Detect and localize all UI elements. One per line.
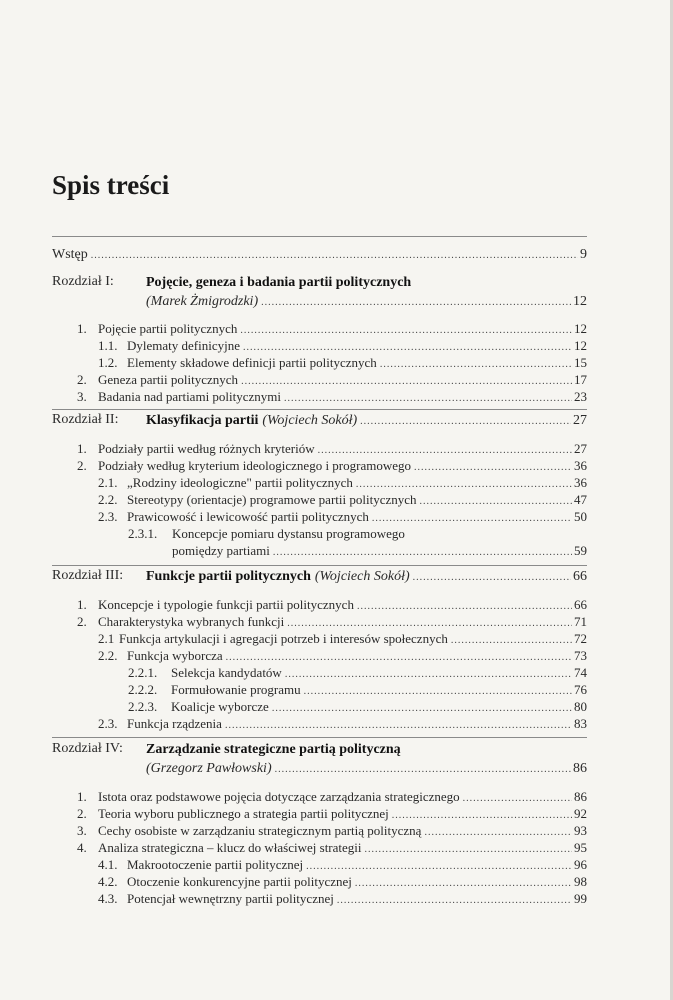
entry-text: Analiza strategiczna – klucz do właściwej strategii <box>98 840 362 855</box>
entry-page: 80 <box>574 699 587 714</box>
toc-entry <box>98 715 587 734</box>
chapter-1-label: Rozdział I: <box>52 274 114 289</box>
entry-text: pomiędzy partiami <box>172 543 270 558</box>
title-rule <box>52 236 587 237</box>
entry-number: 1. <box>77 441 87 456</box>
chapter-4-author-row <box>146 760 587 778</box>
chapter-4-label: Rozdział IV: <box>52 741 123 756</box>
entry-page: 12 <box>574 321 587 336</box>
entry-number: 2. <box>77 806 87 821</box>
entry-text: Funkcja rządzenia <box>127 716 222 731</box>
chapter-2-label: Rozdział II: <box>52 412 119 427</box>
chapter-3-page: 66 <box>573 569 587 584</box>
toc-entry <box>172 542 587 561</box>
toc-entry <box>77 388 587 407</box>
entry-text: Koncepcje i typologie funkcji partii politycznych <box>98 597 354 612</box>
entry-number: 1.2. <box>98 355 118 370</box>
entry-number: 1.1. <box>98 338 118 353</box>
entry-page: 23 <box>574 389 587 404</box>
chapter-2-title: Klasyfikacja partii <box>146 413 259 428</box>
entry-text: Funkcja wyborcza <box>127 648 223 663</box>
entry-text: Potencjał wewnętrzny partii politycznej <box>127 891 334 906</box>
entry-page: 98 <box>574 874 587 889</box>
entry-page: 17 <box>574 372 587 387</box>
entry-page: 93 <box>574 823 587 838</box>
chapter-4-title: Zarządzanie strategiczne partią polityczną <box>146 742 401 757</box>
entry-text: Podziały według kryterium ideologicznego i programowego <box>98 458 412 473</box>
toc-entry <box>98 890 587 909</box>
chapter-3-author: (Wojciech Sokół) <box>314 569 410 584</box>
entry-text: Otoczenie konkurencyjne partii politycznej <box>127 874 352 889</box>
entry-text: Koalicje wyborcze <box>171 699 269 714</box>
entry-number: 2.2.2. <box>128 682 158 697</box>
entry-text: Geneza partii politycznych <box>98 372 239 387</box>
leader-dots <box>91 247 578 264</box>
entry-number: 2.1 <box>98 631 115 646</box>
entry-page: 86 <box>574 789 587 804</box>
entry-page: 59 <box>574 543 587 558</box>
entry-page: 92 <box>574 806 587 821</box>
leader-dots <box>413 569 571 586</box>
chapter-rule <box>52 409 587 410</box>
entry-number: 2.2. <box>98 648 118 663</box>
entry-text: Stereotypy (orientacje) programowe partii politycznych <box>127 492 417 507</box>
entry-number: 2. <box>77 372 87 387</box>
entry-number: 4.1. <box>98 857 118 872</box>
entry-page: 76 <box>574 682 587 697</box>
entry-text: Podziały partii według różnych kryteriów <box>98 441 315 456</box>
leader-dots <box>337 892 572 909</box>
page-title: Spis treści <box>52 170 170 200</box>
entry-page: 72 <box>574 631 587 646</box>
chapter-3-label: Rozdział III: <box>52 568 124 583</box>
entry-text: Charakterystyka wybranych funkcji <box>98 614 285 629</box>
entry-number: 2.3.1. <box>128 526 158 541</box>
entry-text: Teoria wyboru publicznego a strategia partii politycznej <box>98 806 389 821</box>
entry-number: 2. <box>77 458 87 473</box>
entry-number: 2.1. <box>98 475 118 490</box>
chapter-1-author: (Marek Żmigrodzki) <box>146 294 259 309</box>
entry-page: 71 <box>574 614 587 629</box>
intro-page: 9 <box>580 247 587 262</box>
entry-page: 74 <box>574 665 587 680</box>
entry-text: Dylematy definicyjne <box>127 338 240 353</box>
entry-number: 2.3. <box>98 509 118 524</box>
entry-text: Badania nad partiami politycznymi <box>98 389 282 404</box>
entry-page: 66 <box>574 597 587 612</box>
entry-page: 50 <box>574 509 587 524</box>
chapter-1-title: Pojęcie, geneza i badania partii politycznych <box>146 275 412 290</box>
entry-page: 83 <box>574 716 587 731</box>
entry-number: 4. <box>77 840 87 855</box>
entry-page: 95 <box>574 840 587 855</box>
entry-text: Formułowanie programu <box>171 682 301 697</box>
entry-number: 2.2.1. <box>128 665 158 680</box>
entry-page: 99 <box>574 891 587 906</box>
entry-page: 36 <box>574 475 587 490</box>
entry-text: Makrootoczenie partii politycznej <box>127 857 304 872</box>
chapter-1-page: 12 <box>573 294 587 309</box>
entry-number: 2.2. <box>98 492 118 507</box>
entry-text: Istota oraz podstawowe pojęcia dotyczące zarządzania strategicznego <box>98 789 460 804</box>
entry-page: 96 <box>574 857 587 872</box>
leader-dots <box>275 761 571 778</box>
entry-number: 1. <box>77 597 87 612</box>
entry-page: 73 <box>574 648 587 663</box>
entry-text: Selekcja kandydatów <box>171 665 282 680</box>
chapter-4-author: (Grzegorz Pawłowski) <box>146 761 272 776</box>
chapter-4-page: 86 <box>573 761 587 776</box>
entry-page: 36 <box>574 458 587 473</box>
entry-page: 15 <box>574 355 587 370</box>
chapter-2-page: 27 <box>573 413 587 428</box>
chapter-3-title-row <box>146 568 587 586</box>
entry-text: Koncepcje pomiaru dystansu programowego <box>172 526 405 541</box>
leader-dots <box>261 294 571 311</box>
leader-dots <box>225 717 572 734</box>
leader-dots <box>284 390 572 407</box>
chapter-rule <box>52 737 587 738</box>
leader-dots <box>360 413 571 430</box>
chapter-1-author-row <box>146 293 587 311</box>
chapter-rule <box>52 565 587 566</box>
entry-number: 2.3. <box>98 716 118 731</box>
toc-entry <box>128 525 587 542</box>
entry-number: 1. <box>77 789 87 804</box>
entry-page: 12 <box>574 338 587 353</box>
leader-dots <box>273 544 572 561</box>
toc-intro <box>52 246 587 264</box>
intro-label: Wstęp <box>52 247 88 262</box>
entry-number: 2. <box>77 614 87 629</box>
entry-page: 27 <box>574 441 587 456</box>
entry-number: 4.3. <box>98 891 118 906</box>
entry-text: Prawicowość i lewicowość partii politycznych <box>127 509 369 524</box>
entry-number: 2.2.3. <box>128 699 158 714</box>
entry-number: 1. <box>77 321 87 336</box>
entry-text: „Rodziny ideologiczne" partii politycznych <box>127 475 353 490</box>
chapter-1-title-row <box>146 274 411 291</box>
entry-number: 3. <box>77 389 87 404</box>
chapter-3-title: Funkcje partii politycznych <box>146 569 311 584</box>
chapter-4-title-row <box>146 741 401 758</box>
entry-text: Funkcja artykulacji i agregacji potrzeb i interesów społecznych <box>119 631 448 646</box>
entry-text: Elementy składowe definicji partii politycznych <box>127 355 377 370</box>
entry-page: 47 <box>574 492 587 507</box>
entry-text: Pojęcie partii politycznych <box>98 321 238 336</box>
chapter-2-title-row <box>146 412 587 430</box>
chapter-2-author: (Wojciech Sokół) <box>262 413 358 428</box>
entry-number: 4.2. <box>98 874 118 889</box>
entry-number: 3. <box>77 823 87 838</box>
entry-text: Cechy osobiste w zarządzaniu strategicznym partią polityczną <box>98 823 422 838</box>
